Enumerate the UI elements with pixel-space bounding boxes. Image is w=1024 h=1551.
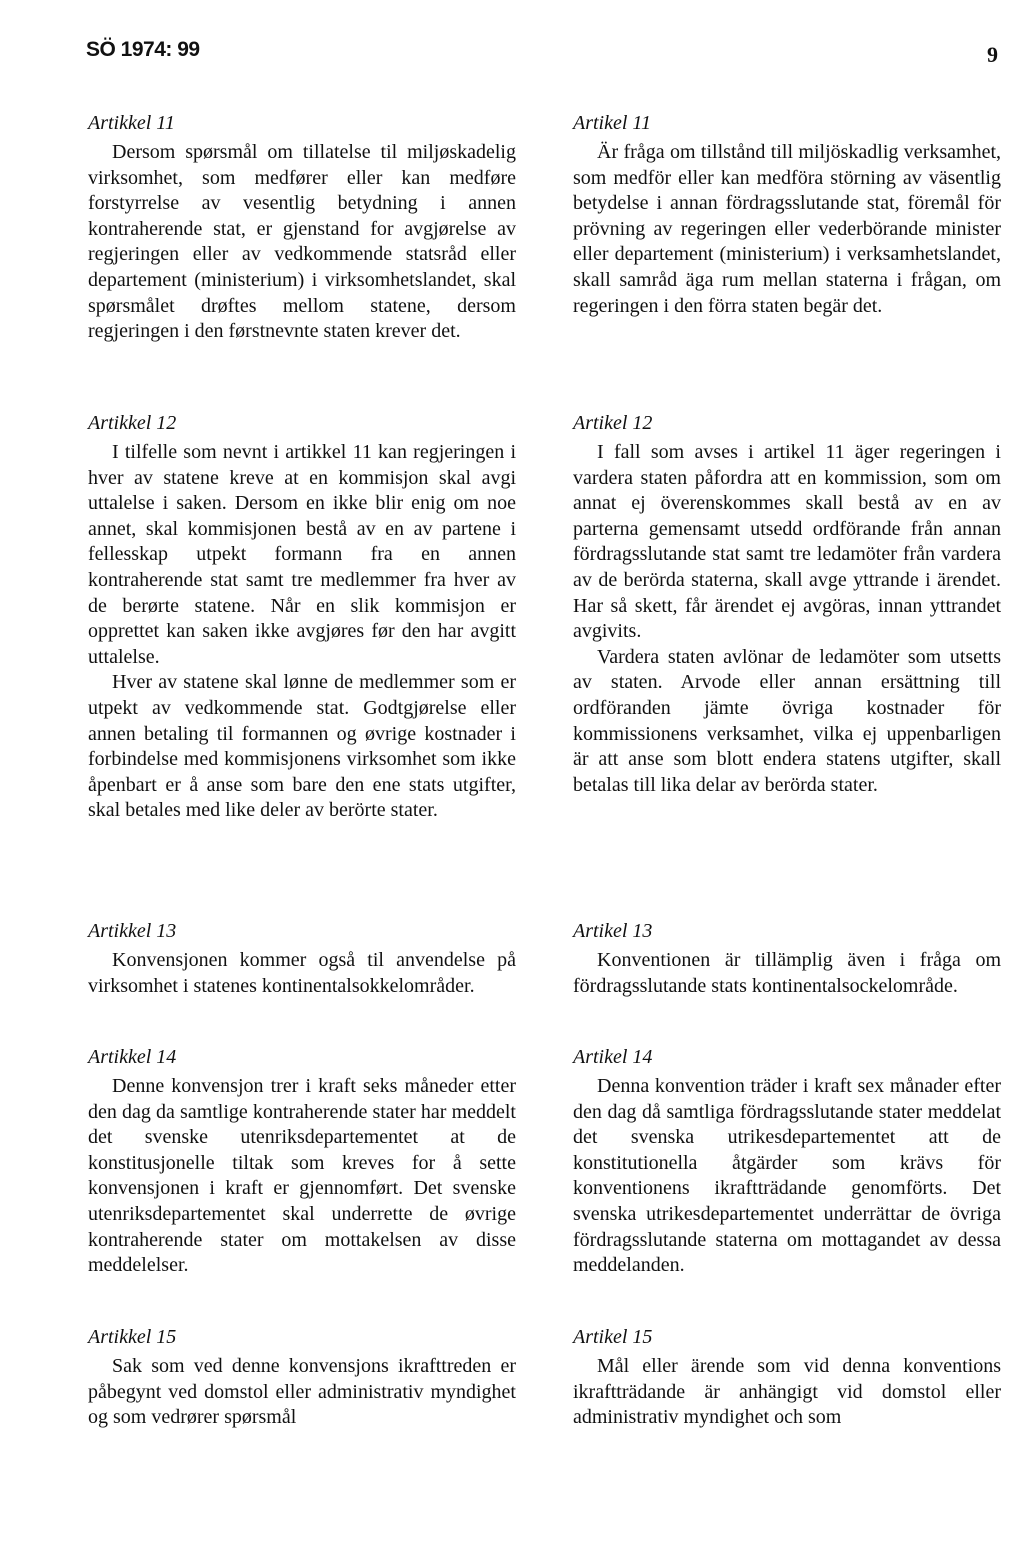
- article-heading: Artikel 14: [573, 1046, 653, 1068]
- article-11-swedish: [573, 110, 1001, 319]
- article-paragraph: Konvensjonen kommer også til anvendelse på virksomhet i statenes kontinentalsokkelområder.: [88, 949, 516, 997]
- article-heading: Artikkel 15: [88, 1326, 177, 1348]
- article-paragraph: Är fråga om tillstånd till miljöskadlig verksamhet, som medför eller kan medföra störning av väsentlig betydelse i annan fördragsslutande stat, föremål för prövning av regeringen eller vederbörande minister eller departement (ministerium) i verksamhetslandet, skall samråd äga rum mellan staterna i frågan, om regeringen i den förra staten begär det.: [573, 141, 1001, 317]
- article-15-norwegian: [88, 1324, 516, 1431]
- article-15-swedish: [573, 1324, 1001, 1431]
- article-heading: Artikkel 14: [88, 1046, 177, 1068]
- article-paragraph: I tilfelle som nevnt i artikkel 11 kan regjeringen i hver av statene kreve at en kommisjon skal avgi uttalelse i saken. Dersom en ikke blir enig om noe annet, skal kommisjonen bestå av en av partene i fellesskap utpekt formann fra en annen kontraherende stat samt tre medlemmer fra hver av de berørte statene. Når en slik kommisjon er opprettet kan saken ikke avgjøres før den har avgitt uttalelse.: [88, 441, 516, 668]
- article-paragraph: Dersom spørsmål om tillatelse til miljøskadelig virksomhet, som medfører eller kan medføre forstyrrelse av vesentlig betydning i annen kontraherende stat, er gjenstand for avgjørelse av regjeringen eller av vedkommende statsråd eller departement (ministerium) i virksomhetslandet, skal spørsmålet drøftes mellom statene, dersom regjeringen i den førstnevnte staten krever det.: [88, 141, 516, 343]
- article-paragraph: Mål eller ärende som vid denna konventions ikraftträdande är anhängigt vid domstol eller administrativ myndighet och som: [573, 1355, 1001, 1429]
- article-heading: Artikel 11: [573, 112, 651, 134]
- article-11-norwegian: [88, 110, 516, 345]
- article-heading: Artikkel 12: [88, 412, 177, 434]
- article-heading: Artikel 15: [573, 1326, 653, 1348]
- article-heading: Artikkel 11: [88, 112, 175, 134]
- article-13-norwegian: [88, 918, 516, 999]
- running-head: SÖ 1974: 99: [86, 38, 200, 61]
- page-number: 9: [987, 42, 998, 67]
- article-13-swedish: [573, 918, 1001, 999]
- article-paragraph: I fall som avses i artikel 11 äger regeringen i vardera staten påfordra att en kommission, som om annat ej överenskommes skall bestå av en av parterna gemensamt utsedd ordförande från annan fördragsslutande stat samt tre ledamöter från vardera av de berörda staterna, skall avge yttrande i ärendet. Har så skett, får ärendet ej avgöras, innan yttrandet avgivits.: [573, 441, 1001, 643]
- article-heading: Artikkel 13: [88, 920, 177, 942]
- article-12-swedish: [573, 410, 1001, 798]
- article-12-norwegian: [88, 410, 516, 824]
- article-14-norwegian: [88, 1044, 516, 1279]
- article-heading: Artikel 12: [573, 412, 653, 434]
- article-paragraph: Vardera staten avlönar de ledamöter som utsetts av staten. Arvode eller annan ersättning till ordföranden jämte övriga kostnader för kommissionens verksamhet, vilka ej uppenbarligen är att anse som blott endera statens utgifter, skall betalas till lika delar av berörda stater.: [573, 645, 1001, 796]
- article-paragraph: Konventionen är tillämplig även i fråga om fördragsslutande stats kontinentalsockelområde.: [573, 949, 1001, 997]
- article-paragraph: Sak som ved denne konvensjons ikrafttreden er påbegynt ved domstol eller administrativ myndighet og som vedrører spørsmål: [88, 1355, 516, 1429]
- article-heading: Artikel 13: [573, 920, 653, 942]
- article-paragraph: Hver av statene skal lønne de medlemmer som er utpekt av vedkommende stat. Godtgjørelse eller annen betaling til formannen og øvrige kostnader i forbindelse med kommisjonens virksomhet som ikke åpenbart er å anse som bare den ene stats utgifter, skal betales med like deler av berörte stater.: [88, 671, 516, 822]
- article-paragraph: Denne konvensjon trer i kraft seks måneder etter den dag da samtlige kontraherende stater har meddelt det svenske utenriksdepartementet at de konstitusjonelle tiltak som kreves for å sette konvensjonen i kraft er gjennomført. Det svenske utenriksdepartementet skal underrette de øvrige kontraherende stater om mottakelsen av disse meddelelser.: [88, 1075, 516, 1277]
- article-paragraph: Denna konvention träder i kraft sex månader efter den dag då samtliga fördragsslutande stater meddelat det svenska utrikesdepartementet att de konstitutionella åtgärder som krävs för konventionens ikraftträdande genomförts. Det svenska utrikesdepartementet underrättar de övriga fördragsslutande staterna om mottagandet av dessa meddelanden.: [573, 1075, 1001, 1277]
- article-14-swedish: [573, 1044, 1001, 1279]
